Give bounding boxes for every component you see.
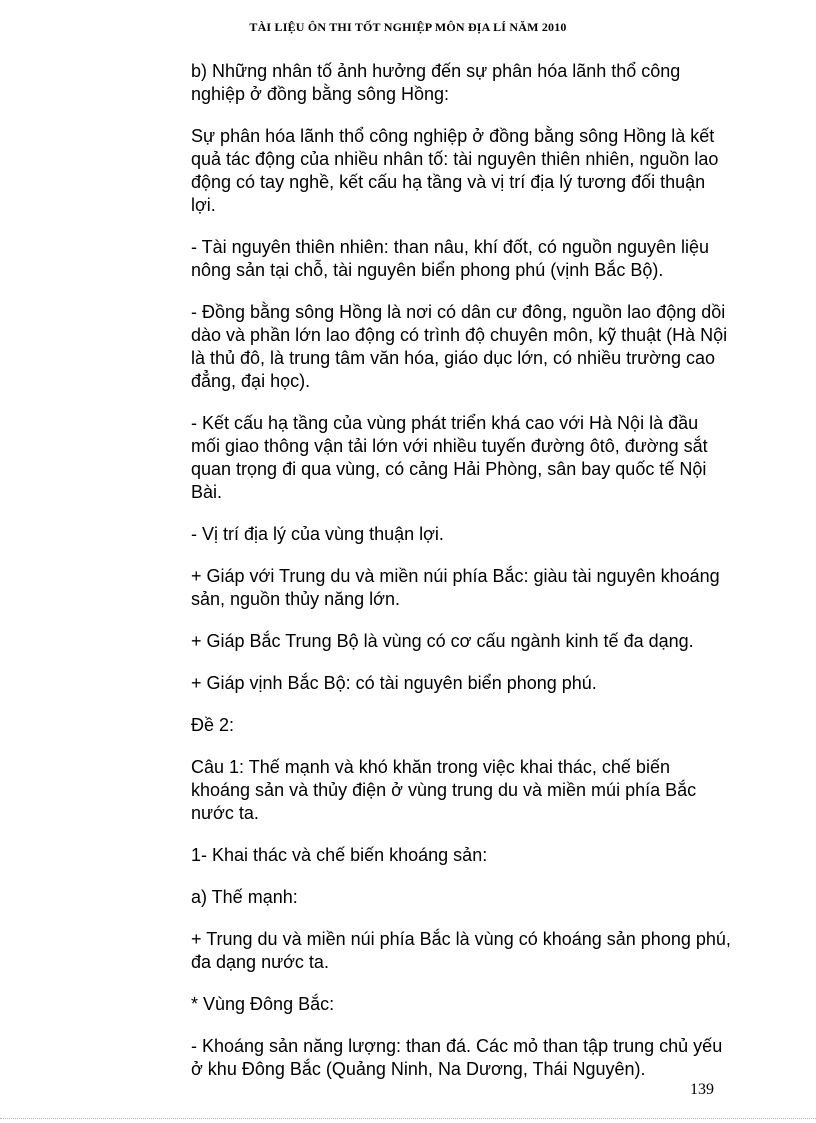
paragraph-14: + Trung du và miền núi phía Bắc là vùng có khoáng sản phong phú, đa dạng nước ta. bbox=[191, 929, 731, 972]
paragraph-2: Sự phân hóa lãnh thổ công nghiệp ở đồng bằng sông Hồng là kết quả tác động của nhiều nhân tố: tài nguyên thiên nhiên, nguồn lao động có tay nghề, kết cấu hạ tầng và vị trí địa lý tương đối thuận lợi. bbox=[191, 126, 719, 215]
paragraph-8: + Giáp Bắc Trung Bộ là vùng có cơ cấu ngành kinh tế đa dạng. bbox=[191, 631, 694, 651]
page-number: 139 bbox=[690, 1081, 714, 1098]
paragraph-4: - Đồng bằng sông Hồng là nơi có dân cư đông, nguồn lao động dồi dào và phần lớn lao động có trình độ chuyên môn, kỹ thuật (Hà Nội là thủ đô, là trung tâm văn hóa, giáo dục lớn, có nhiều trường cao đẳng, đại học). bbox=[191, 302, 728, 391]
paragraph-1: b) Những nhân tố ảnh hưởng đến sự phân hóa lãnh thổ công nghiệp ở đồng bằng sông Hồng: bbox=[191, 61, 681, 104]
page-header: TÀI LIỆU ÔN THI TỐT NGHIỆP MÔN ĐỊA LÍ NĂM 2010 bbox=[249, 20, 567, 34]
paragraph-5: - Kết cấu hạ tầng của vùng phát triển khá cao với Hà Nội là đầu mối giao thông vận tải lớn với nhiều tuyến đường ôtô, đường sắt quan trọng đi qua vùng, có cảng Hải Phòng, sân bay quốc tế Nội Bài. bbox=[191, 413, 708, 502]
subsection-a-heading: a) Thế mạnh: bbox=[191, 887, 298, 907]
region-heading: * Vùng Đông Bắc: bbox=[191, 994, 335, 1014]
paragraph-6: - Vị trí địa lý của vùng thuận lợi. bbox=[191, 524, 444, 544]
document-body bbox=[191, 60, 731, 1100]
page-bottom-divider bbox=[0, 1118, 816, 1119]
paragraph-9: + Giáp vịnh Bắc Bộ: có tài nguyên biển phong phú. bbox=[191, 673, 597, 693]
paragraph-16: - Khoáng sản năng lượng: than đá. Các mỏ than tập trung chủ yếu ở khu Đông Bắc (Quảng Ninh, Na Dương, Thái Nguyên). bbox=[191, 1036, 723, 1079]
paragraph-7: + Giáp với Trung du và miền núi phía Bắc: giàu tài nguyên khoáng sản, nguồn thủy năng lớn. bbox=[191, 566, 720, 609]
subsection-heading: 1- Khai thác và chế biến khoáng sản: bbox=[191, 845, 488, 865]
question-heading: Câu 1: Thế mạnh và khó khăn trong việc khai thác, chế biến khoáng sản và thủy điện ở vùng trung du và miền múi phía Bắc nước ta. bbox=[191, 757, 697, 823]
section-heading: Đề 2: bbox=[191, 715, 235, 735]
paragraph-3: - Tài nguyên thiên nhiên: than nâu, khí đốt, có nguồn nguyên liệu nông sản tại chỗ, tài nguyên biển phong phú (vịnh Bắc Bộ). bbox=[191, 237, 710, 280]
